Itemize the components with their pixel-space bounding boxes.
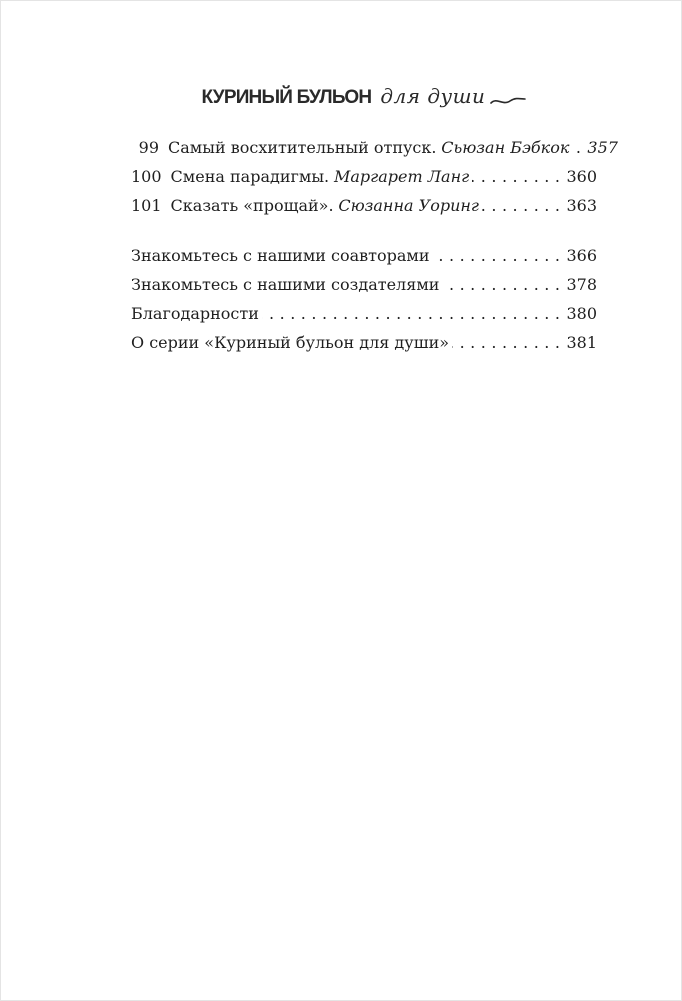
entry-page-number: 357 xyxy=(587,138,618,157)
entry-title: Знакомьтесь с нашими создателями xyxy=(131,275,440,294)
entry-title: Сказать «прощай». xyxy=(170,196,334,215)
entry-page-number: 360 xyxy=(566,167,597,186)
entry-number: 99 xyxy=(138,138,159,157)
entry-page-number: 378 xyxy=(566,275,597,294)
entry-title: Самый восхитительный отпуск. xyxy=(168,138,437,157)
toc-entry xyxy=(131,328,597,357)
entry-author: Сьюзан Бэбкок xyxy=(441,138,570,157)
dot-leader xyxy=(433,241,566,270)
entry-page-number: 380 xyxy=(566,304,597,323)
toc-stories xyxy=(131,133,618,220)
text-block xyxy=(1,84,681,357)
toc-entry xyxy=(131,241,597,270)
entry-author: Маргарет Ланг xyxy=(333,167,470,186)
dot-leader xyxy=(442,270,565,299)
entry-title: Знакомьтесь с нашими соавторами xyxy=(131,246,430,265)
dot-leader xyxy=(452,328,565,357)
entry-page-number: 366 xyxy=(566,246,597,265)
dot-leader xyxy=(262,299,566,328)
dot-leader xyxy=(572,133,586,162)
toc-entry xyxy=(131,270,597,299)
swash-flourish-icon xyxy=(490,94,526,108)
dot-leader xyxy=(482,191,565,220)
entry-page-number: 381 xyxy=(566,333,597,352)
brand-title: КУРИНЫЙ БУЛЬОН xyxy=(201,87,372,108)
running-head xyxy=(131,84,597,109)
entry-number: 101 xyxy=(131,196,162,215)
toc-entry xyxy=(131,162,597,191)
toc-entry xyxy=(131,133,618,162)
entry-title: Благодарности xyxy=(131,304,259,323)
toc-backmatter xyxy=(131,241,597,357)
entry-author: Сюзанна Уоринг xyxy=(338,196,479,215)
toc-entry xyxy=(131,299,597,328)
toc-entry xyxy=(131,191,597,220)
entry-title: Смена парадигмы. xyxy=(170,167,330,186)
entry-title: О серии «Куриный бульон для души» xyxy=(131,333,450,352)
entry-page-number: 363 xyxy=(566,196,597,215)
entry-number: 100 xyxy=(131,167,162,186)
dot-leader xyxy=(472,162,565,191)
brand-subtitle-script: для души xyxy=(380,84,486,108)
